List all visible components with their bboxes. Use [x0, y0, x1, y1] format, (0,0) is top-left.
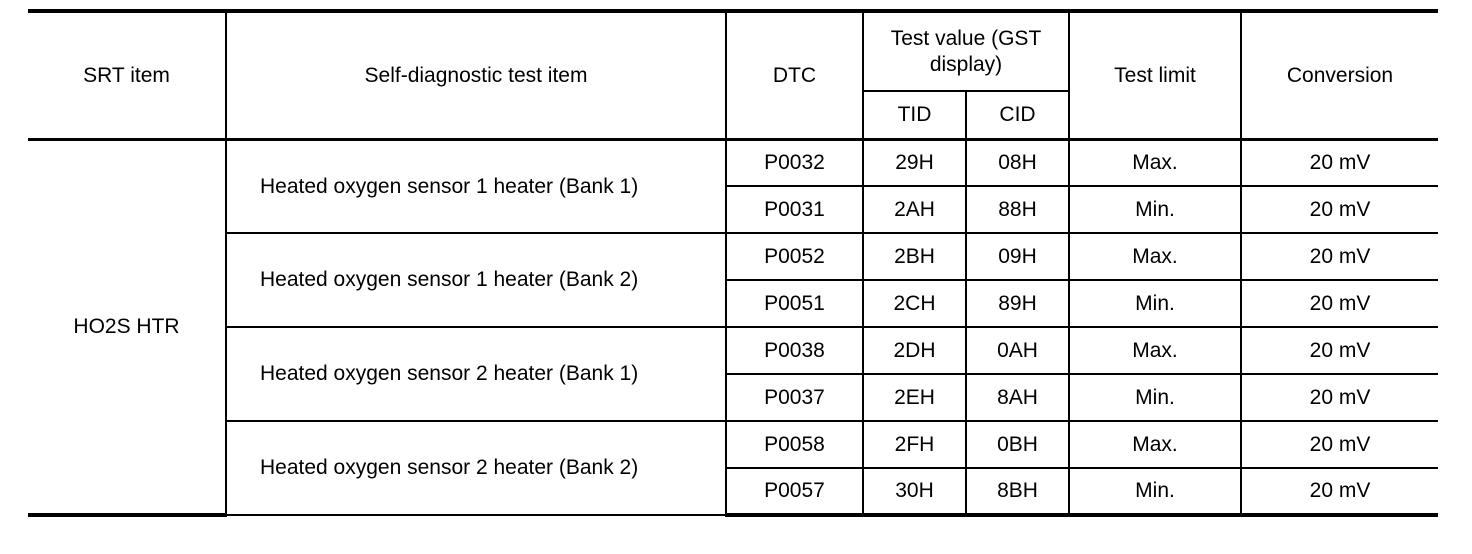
cid-cell: 8AH [966, 374, 1069, 421]
conversion-cell: 20 mV [1241, 327, 1438, 374]
table-row [28, 327, 1438, 374]
tid-cell: 2DH [863, 327, 966, 374]
tid-cell: 2CH [863, 280, 966, 327]
header-test-value: Test value (GST display) [863, 11, 1069, 91]
dtc-cell: P0037 [726, 374, 863, 421]
conversion-cell: 20 mV [1241, 468, 1438, 515]
table-row [28, 233, 1438, 280]
header-tid: TID [863, 91, 966, 139]
test-limit-cell: Max. [1069, 327, 1241, 374]
cid-cell: 88H [966, 186, 1069, 233]
cid-cell: 08H [966, 139, 1069, 186]
header-srt-item: SRT item [28, 11, 226, 139]
table-header [28, 11, 1438, 139]
header-self-diagnostic-test-item: Self-diagnostic test item [226, 11, 726, 139]
dtc-cell: P0058 [726, 421, 863, 468]
test-item-cell: Heated oxygen sensor 2 heater (Bank 2) [226, 421, 726, 515]
conversion-cell: 20 mV [1241, 186, 1438, 233]
tid-cell: 2BH [863, 233, 966, 280]
test-limit-cell: Max. [1069, 421, 1241, 468]
dtc-cell: P0057 [726, 468, 863, 515]
test-limit-cell: Max. [1069, 139, 1241, 186]
conversion-cell: 20 mV [1241, 421, 1438, 468]
table-row [28, 139, 1438, 186]
dtc-cell: P0038 [726, 327, 863, 374]
table-row [28, 421, 1438, 468]
dtc-cell: P0031 [726, 186, 863, 233]
srt-table [28, 9, 1438, 517]
test-item-cell: Heated oxygen sensor 1 heater (Bank 1) [226, 139, 726, 233]
cid-cell: 89H [966, 280, 1069, 327]
cid-cell: 0BH [966, 421, 1069, 468]
cid-cell: 0AH [966, 327, 1069, 374]
tid-cell: 30H [863, 468, 966, 515]
dtc-cell: P0051 [726, 280, 863, 327]
test-limit-cell: Max. [1069, 233, 1241, 280]
tid-cell: 2FH [863, 421, 966, 468]
test-item-cell: Heated oxygen sensor 1 heater (Bank 2) [226, 233, 726, 327]
tid-cell: 2AH [863, 186, 966, 233]
conversion-cell: 20 mV [1241, 139, 1438, 186]
test-limit-cell: Min. [1069, 186, 1241, 233]
dtc-cell: P0032 [726, 139, 863, 186]
test-limit-cell: Min. [1069, 280, 1241, 327]
tid-cell: 29H [863, 139, 966, 186]
conversion-cell: 20 mV [1241, 374, 1438, 421]
header-conversion: Conversion [1241, 11, 1438, 139]
tid-cell: 2EH [863, 374, 966, 421]
cid-cell: 09H [966, 233, 1069, 280]
srt-item-cell: HO2S HTR [28, 139, 226, 515]
test-limit-cell: Min. [1069, 468, 1241, 515]
header-dtc: DTC [726, 11, 863, 139]
header-cid: CID [966, 91, 1069, 139]
dtc-cell: P0052 [726, 233, 863, 280]
cid-cell: 8BH [966, 468, 1069, 515]
test-limit-cell: Min. [1069, 374, 1241, 421]
conversion-cell: 20 mV [1241, 233, 1438, 280]
table-body [28, 139, 1438, 515]
header-test-limit: Test limit [1069, 11, 1241, 139]
conversion-cell: 20 mV [1241, 280, 1438, 327]
test-item-cell: Heated oxygen sensor 2 heater (Bank 1) [226, 327, 726, 421]
